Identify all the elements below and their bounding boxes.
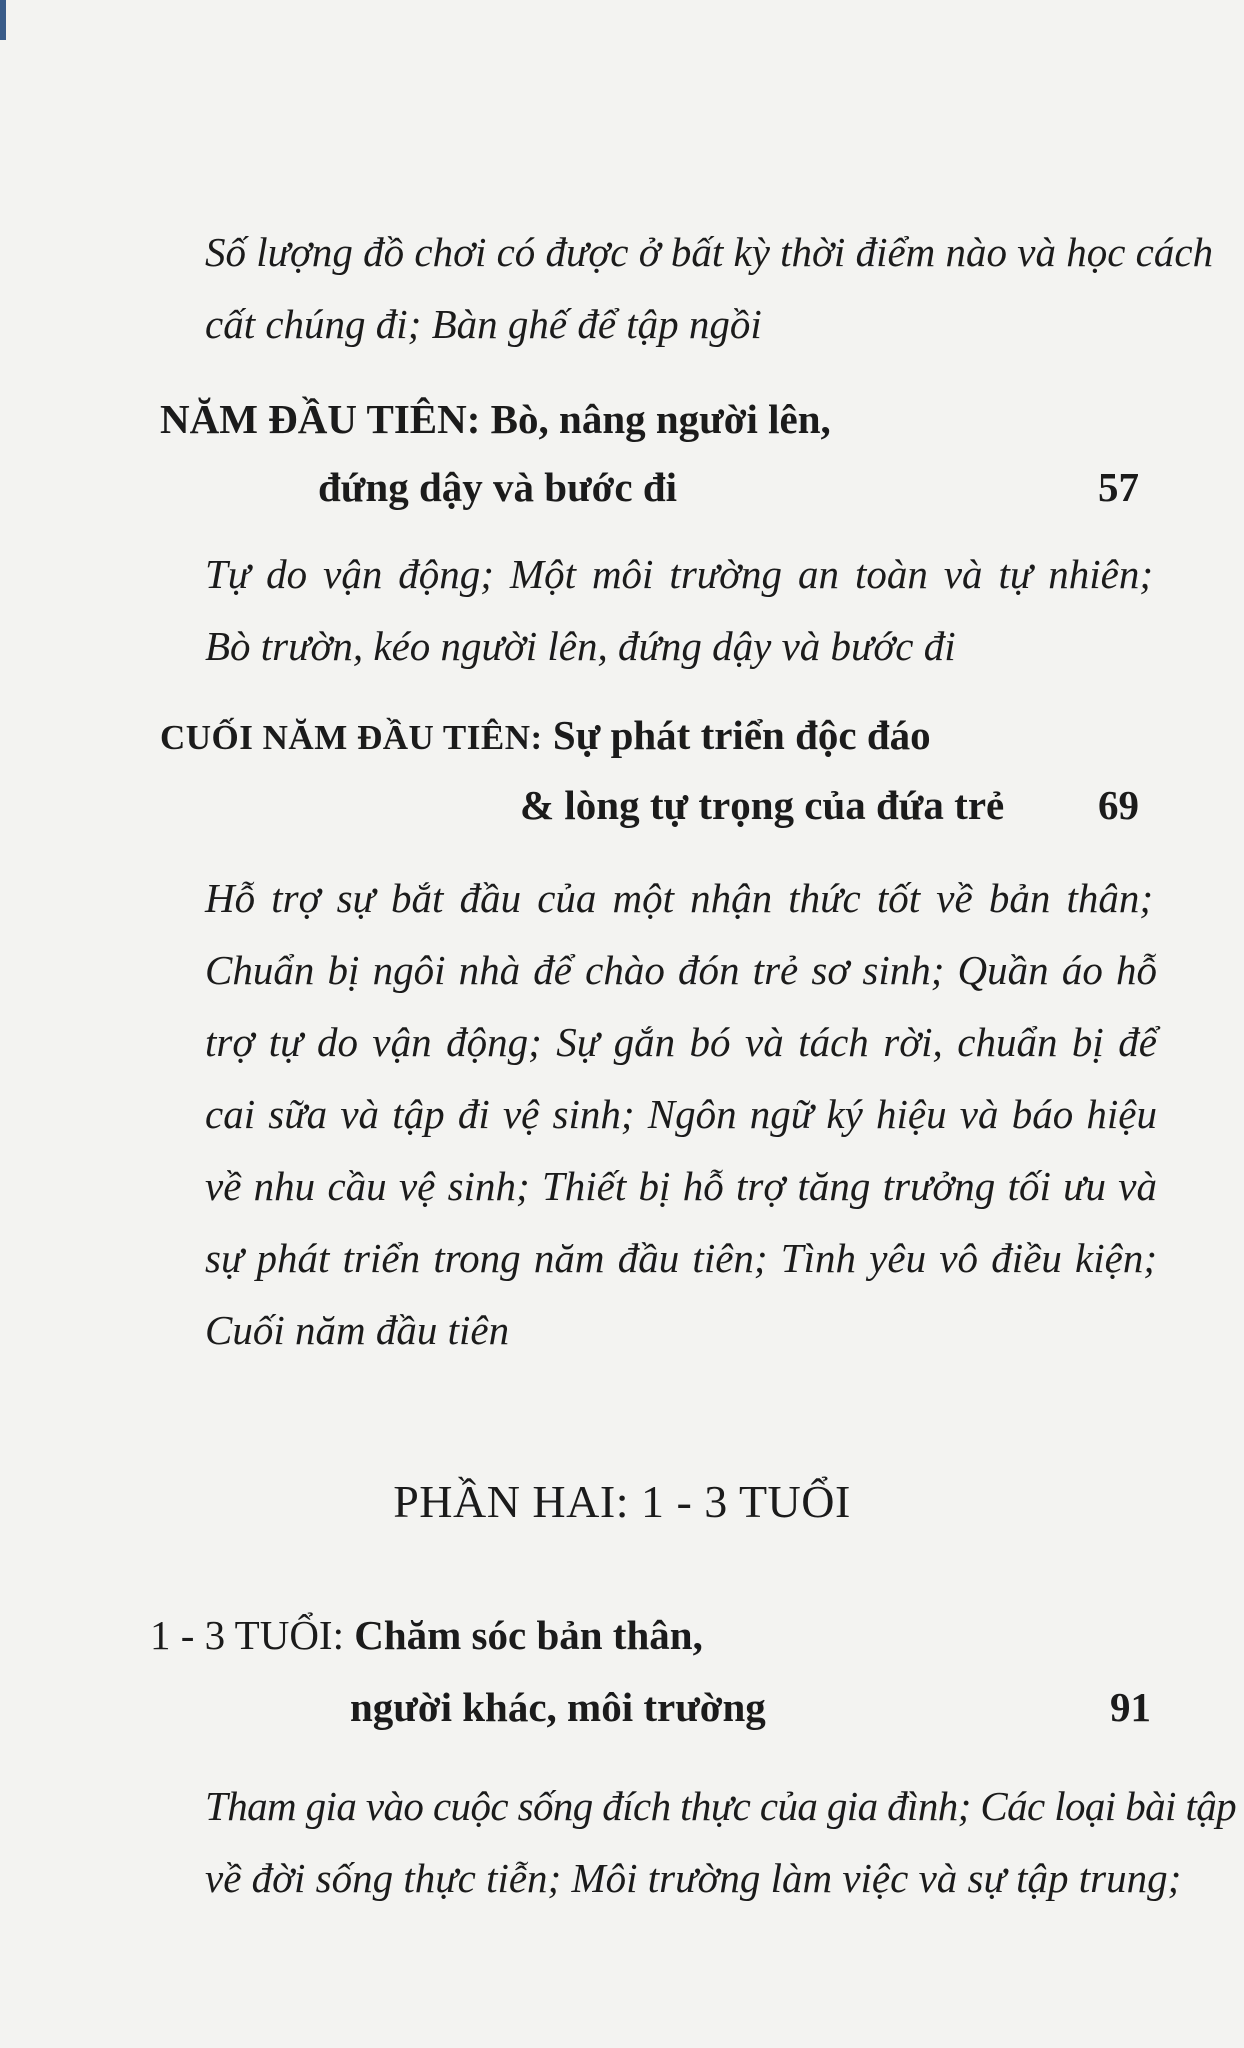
toc-entry-heading <box>150 1600 703 1670</box>
summary-line: cất chúng đi; Bàn ghế để tập ngồi <box>205 301 762 347</box>
toc-entry-title-continued: người khác, môi trường <box>350 1684 766 1730</box>
toc-page-number: 69 <box>1098 782 1139 828</box>
summary-line: Số lượng đồ chơi có được ở bất kỳ thời điểm nào và học cách <box>205 229 1214 275</box>
toc-entry-title: Chăm sóc bản thân, <box>354 1612 703 1658</box>
summary-line: Chuẩn bị ngôi nhà để chào đón trẻ sơ sinh; Quần áo hỗ <box>205 947 1157 993</box>
summary-line: Cuối năm đầu tiên <box>205 1307 510 1353</box>
summary-line: Hỗ trợ sự bắt đầu của một nhận thức tốt về bản thân; <box>205 875 1153 921</box>
toc-entry-title: Bò, nâng người lên, <box>490 396 831 442</box>
summary-line: trợ tự do vận động; Sự gắn bó và tách rời, chuẩn bị để <box>205 1019 1157 1065</box>
toc-entry-label: NĂM ĐẦU TIÊN: <box>160 396 481 442</box>
summary-line: Tham gia vào cuộc sống đích thực của gia đình; Các loại bài tập <box>205 1783 1237 1829</box>
toc-entry-label: CUỐI NĂM ĐẦU TIÊN: <box>160 718 543 757</box>
toc-page-number: 57 <box>1098 464 1139 510</box>
summary-line: Tự do vận động; Một môi trường an toàn và tự nhiên; <box>205 551 1153 597</box>
toc-entry-title-continued: đứng dậy và bước đi <box>318 464 678 510</box>
toc-entry-label: 1 - 3 TUỔI: <box>150 1612 344 1658</box>
toc-entry-heading <box>160 384 831 454</box>
toc-entry-heading <box>160 700 931 773</box>
toc-page-number: 91 <box>1110 1684 1151 1730</box>
summary-line: Bò trườn, kéo người lên, đứng dậy và bước đi <box>205 623 956 669</box>
summary-line: về nhu cầu vệ sinh; Thiết bị hỗ trợ tăng trưởng tối ưu và <box>205 1163 1157 1209</box>
summary-line: về đời sống thực tiễn; Môi trường làm việc và sự tập trung; <box>205 1855 1182 1901</box>
summary-line: cai sữa và tập đi vệ sinh; Ngôn ngữ ký hiệu và báo hiệu <box>205 1091 1157 1137</box>
part-heading: PHẦN HAI: 1 - 3 TUỔI <box>393 1476 851 1527</box>
toc-entry-title-continued: & lòng tự trọng của đứa trẻ <box>520 782 1005 828</box>
toc-entry-title: Sự phát triển độc đáo <box>552 712 931 758</box>
summary-line: sự phát triển trong năm đầu tiên; Tình yêu vô điều kiện; <box>205 1235 1157 1281</box>
scan-edge-mark <box>0 0 6 40</box>
